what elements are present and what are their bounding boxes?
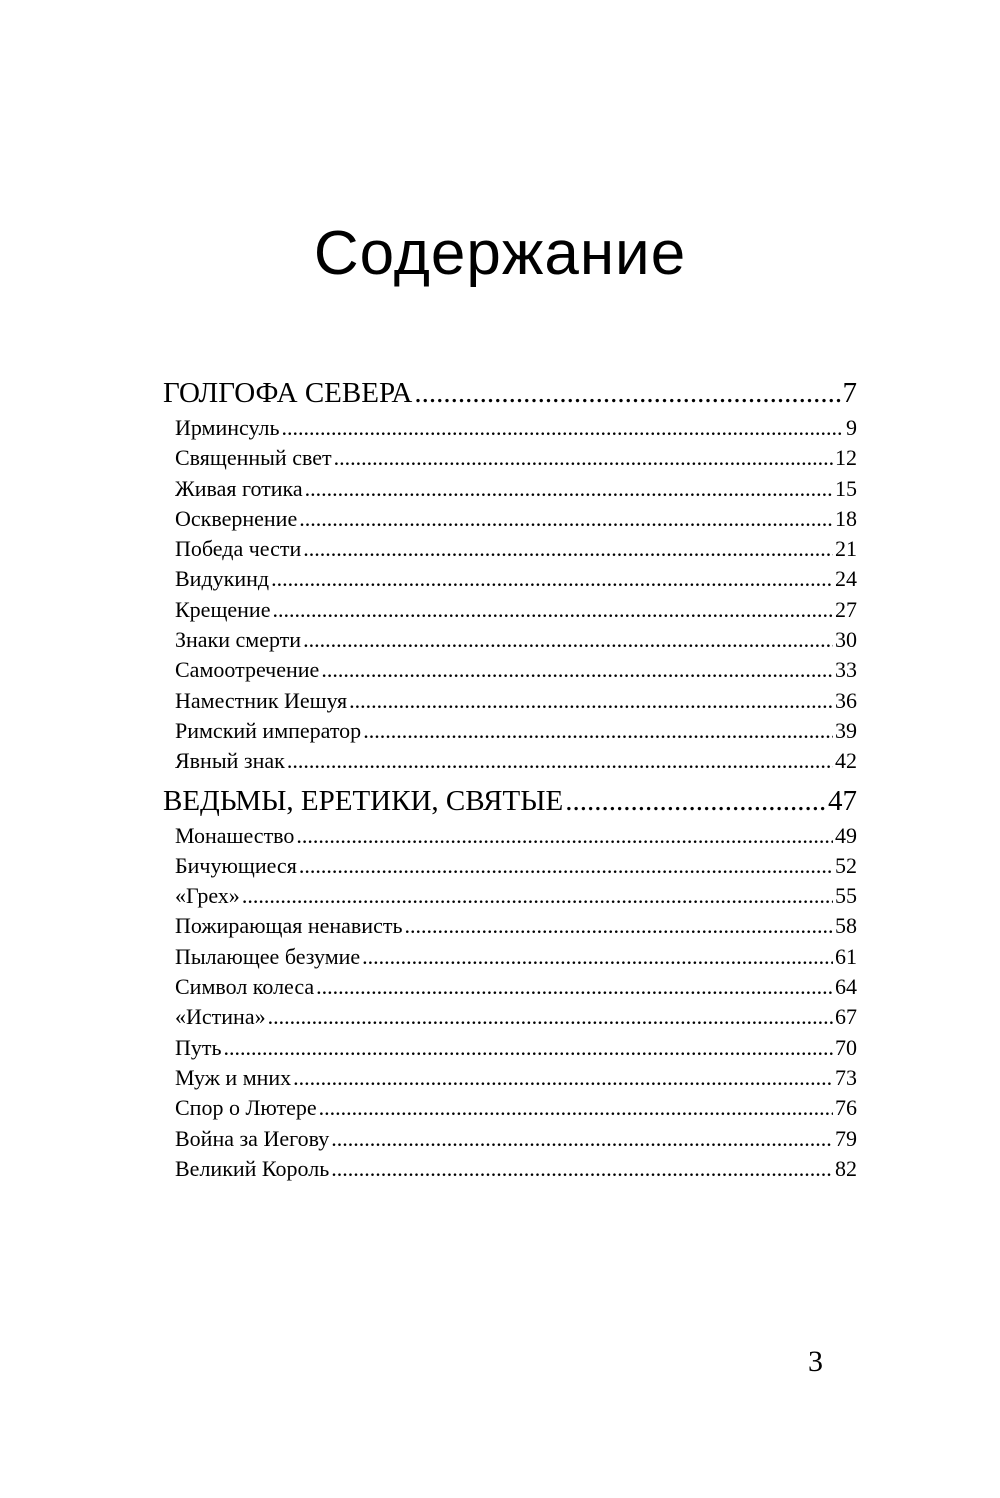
toc-dot-leader (331, 1154, 833, 1184)
toc-section-header[interactable] (163, 781, 857, 821)
toc-dot-leader (334, 443, 833, 473)
toc-entry-page: 21 (835, 536, 857, 562)
toc-dot-leader (299, 504, 833, 534)
toc-dot-leader (299, 851, 833, 881)
toc-entry[interactable] (163, 443, 857, 473)
toc-entry[interactable] (163, 595, 857, 625)
toc-entry-page: 12 (835, 445, 857, 471)
toc-entry-title: Спор о Лютере (175, 1095, 317, 1121)
toc-entry-title: Живая готика (175, 475, 303, 501)
toc-entry-title: Самоотречение (175, 657, 320, 683)
toc-entry[interactable] (163, 1002, 857, 1032)
toc-section-page: 47 (828, 784, 857, 817)
toc-entry-page: 82 (835, 1155, 857, 1181)
toc-section (163, 781, 857, 1185)
toc-section-title: ГОЛГОФА СЕВЕРА (163, 377, 413, 409)
toc-dot-leader (303, 534, 833, 564)
page-title: Содержание (313, 218, 687, 288)
toc-entry-page: 42 (835, 748, 857, 774)
toc-dot-leader (224, 1033, 833, 1063)
toc-dot-leader (242, 881, 833, 911)
toc-entry-title: «Истина» (175, 1004, 266, 1030)
toc-dot-leader (296, 821, 833, 851)
toc-entry-page: 79 (835, 1125, 857, 1151)
toc-entry[interactable] (163, 821, 857, 851)
toc-section-title: ВЕДЬМЫ, ЕРЕТИКИ, СВЯТЫЕ (163, 784, 564, 817)
toc-entry-page: 55 (835, 883, 857, 909)
toc-entry[interactable] (163, 1093, 857, 1123)
toc-dot-leader (303, 625, 833, 655)
toc-section-page: 7 (842, 377, 857, 409)
toc-entry-title: Ирминсуль (175, 415, 280, 440)
toc-entry-page: 58 (835, 913, 857, 939)
toc-entry[interactable] (163, 911, 857, 941)
toc-entry-page: 61 (835, 943, 857, 969)
toc-dot-leader (321, 655, 833, 685)
toc-dot-leader (362, 942, 833, 972)
toc-entry-title: Путь (175, 1034, 222, 1060)
toc-entry[interactable] (163, 942, 857, 972)
toc-entry[interactable] (163, 851, 857, 881)
toc-entry-page: 39 (835, 717, 857, 743)
toc-section-header[interactable] (163, 373, 857, 413)
toc-entry-page: 64 (835, 974, 857, 1000)
toc-entry-page: 70 (835, 1034, 857, 1060)
toc-dot-leader (316, 972, 833, 1002)
table-of-contents (163, 373, 857, 1184)
toc-entry-title: Священный свет (175, 445, 332, 471)
toc-entry[interactable] (163, 474, 857, 504)
toc-entry-title: Пылающее безумие (175, 943, 361, 969)
toc-entry-page: 73 (835, 1064, 857, 1090)
toc-entry-title: «Грех» (175, 883, 240, 909)
toc-dot-leader (414, 373, 840, 413)
toc-dot-leader (565, 781, 826, 821)
toc-entry[interactable] (163, 686, 857, 716)
toc-entry-page: 30 (835, 627, 857, 653)
toc-entry-title: Римский император (175, 717, 362, 743)
toc-entry[interactable] (163, 655, 857, 685)
toc-entry[interactable] (163, 1154, 857, 1184)
toc-entry-page: 9 (846, 415, 857, 440)
toc-entry[interactable] (163, 1124, 857, 1154)
toc-entry[interactable] (163, 1033, 857, 1063)
toc-entry-page: 36 (835, 687, 857, 713)
toc-entry-title: Муж и мних (175, 1064, 292, 1090)
toc-entry-title: Крещение (175, 596, 271, 622)
toc-dot-leader (271, 564, 833, 594)
toc-entry-page: 27 (835, 596, 857, 622)
toc-dot-leader (268, 1002, 833, 1032)
toc-entry[interactable] (163, 413, 857, 443)
toc-entry[interactable] (163, 534, 857, 564)
toc-dot-leader (349, 686, 833, 716)
toc-entry[interactable] (163, 972, 857, 1002)
toc-entry-title: Знаки смерти (175, 627, 302, 653)
toc-entry[interactable] (163, 504, 857, 534)
toc-entry-page: 15 (835, 475, 857, 501)
toc-entry-title: Бичующиеся (175, 852, 297, 878)
toc-entry-title: Видукинд (175, 566, 270, 592)
toc-dot-leader (319, 1093, 833, 1123)
toc-entry[interactable] (163, 625, 857, 655)
toc-entry-page: 76 (835, 1095, 857, 1121)
toc-entry-page: 52 (835, 852, 857, 878)
toc-entry[interactable] (163, 1063, 857, 1093)
toc-entry-page: 33 (835, 657, 857, 683)
toc-entry-title: Великий Король (175, 1155, 330, 1181)
toc-entry[interactable] (163, 564, 857, 594)
toc-dot-leader (305, 474, 833, 504)
toc-entry-page: 49 (835, 822, 857, 848)
toc-entry-title: Монашество (175, 822, 295, 848)
toc-entry-title: Наместник Иешуя (175, 687, 348, 713)
toc-entry-title: Победа чести (175, 536, 302, 562)
toc-dot-leader (405, 911, 834, 941)
toc-dot-leader (363, 716, 833, 746)
toc-dot-leader (287, 746, 833, 776)
toc-dot-leader (282, 413, 844, 443)
toc-dot-leader (272, 595, 833, 625)
page-number: 3 (808, 1345, 823, 1378)
toc-entry-page: 18 (835, 505, 857, 531)
toc-entry[interactable] (163, 716, 857, 746)
toc-entry-title: Символ колеса (175, 974, 315, 1000)
toc-entry-page: 67 (835, 1004, 857, 1030)
toc-entry[interactable] (163, 881, 857, 911)
toc-dot-leader (293, 1063, 833, 1093)
toc-entry-title: Явный знак (175, 748, 285, 774)
toc-entry-title: Пожирающая ненависть (175, 913, 403, 939)
toc-entry-title: Осквернение (175, 505, 298, 531)
toc-entry-page: 24 (835, 566, 857, 592)
toc-entry[interactable] (163, 746, 857, 776)
toc-section (163, 373, 857, 777)
toc-entry-title: Война за Иегову (175, 1125, 330, 1151)
toc-dot-leader (331, 1124, 833, 1154)
